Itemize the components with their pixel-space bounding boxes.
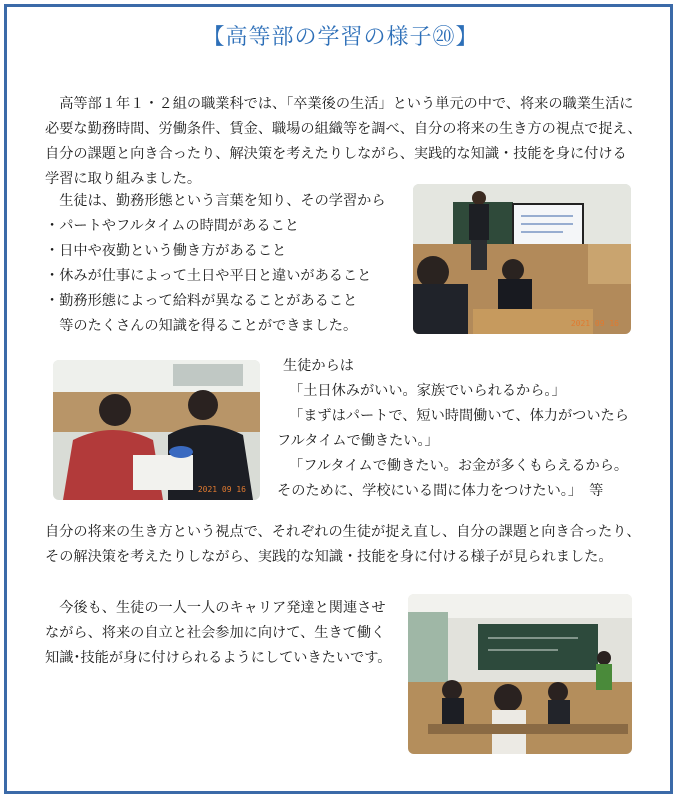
learned-item: ・勤務形態によって給料が異なることがあること xyxy=(45,293,358,309)
learned-item: ・日中や夜勤という働き方があること xyxy=(45,243,287,259)
learned-line: 等のたくさんの知識を得ることができました。 xyxy=(45,318,358,334)
classroom-photo-blackboard xyxy=(408,594,632,754)
voice-quote: 「土日休みがいい。家族でいられるから。」 xyxy=(289,383,566,399)
closing-line: ながら、将来の自立と社会参加に向けて、生きて働く xyxy=(45,625,386,641)
closing-line: 知識･技能が身に付けられるようにしていきたいです。 xyxy=(45,650,392,666)
closing-line: 今後も、生徒の一人一人のキャリア発達と関連させ xyxy=(45,600,386,616)
classroom-photo-students xyxy=(53,360,260,500)
summary-paragraph xyxy=(45,520,641,570)
voice-quote: そのために、学校にいる間に体力をつけたい。」 等 xyxy=(277,483,604,499)
voices-intro: 生徒からは xyxy=(283,358,354,374)
photo-date-stamp: 2021 09 16 xyxy=(197,485,246,494)
page-title: 【高等部の学習の様子⑳】 xyxy=(202,25,479,50)
learned-item: ・休みが仕事によって土日や平日と違いがあること xyxy=(45,268,372,284)
voice-quote: 「フルタイムで働きたい。お金が多くもらえるから。 xyxy=(289,458,629,474)
intro-line: 必要な勤務時間、労働条件、賃金、職場の組織等を調べ、自分の将来の生き方の視点で捉え、 xyxy=(45,121,642,137)
learned-list xyxy=(45,189,386,339)
closing-paragraph xyxy=(45,596,391,671)
classroom-photo-teacher xyxy=(413,184,631,334)
summary-line: 自分の将来の生き方という視点で、それぞれの生徒が捉え直し、自分の課題と向き合ったり、 xyxy=(45,524,641,540)
learned-line: 生徒は、勤務形態という言葉を知り、その学習から xyxy=(45,193,386,209)
photo-date-stamp: 2021 09 16 xyxy=(570,319,619,328)
intro-line: 学習に取り組みました。 xyxy=(45,171,202,187)
student-voices xyxy=(277,354,629,504)
voice-quote: フルタイムで働きたい。」 xyxy=(277,433,439,449)
summary-line: その解決策を考えたりしながら、実践的な知識・技能を身に付ける様子が見られました。 xyxy=(45,549,613,565)
intro-line: 高等部１年１・２組の職業科では、「卒業後の生活」という単元の中で、将来の職業生活に xyxy=(45,96,634,112)
learned-item: ・パートやフルタイムの時間があること xyxy=(45,218,299,234)
intro-line: 自分の課題と向き合ったり、解決策を考えたりしながら、実践的な知識・技能を身に付ける xyxy=(45,146,627,162)
intro-paragraph xyxy=(45,92,642,192)
voice-quote: 「まずはパートで、短い時間働いて、体力がついたら xyxy=(289,408,629,424)
